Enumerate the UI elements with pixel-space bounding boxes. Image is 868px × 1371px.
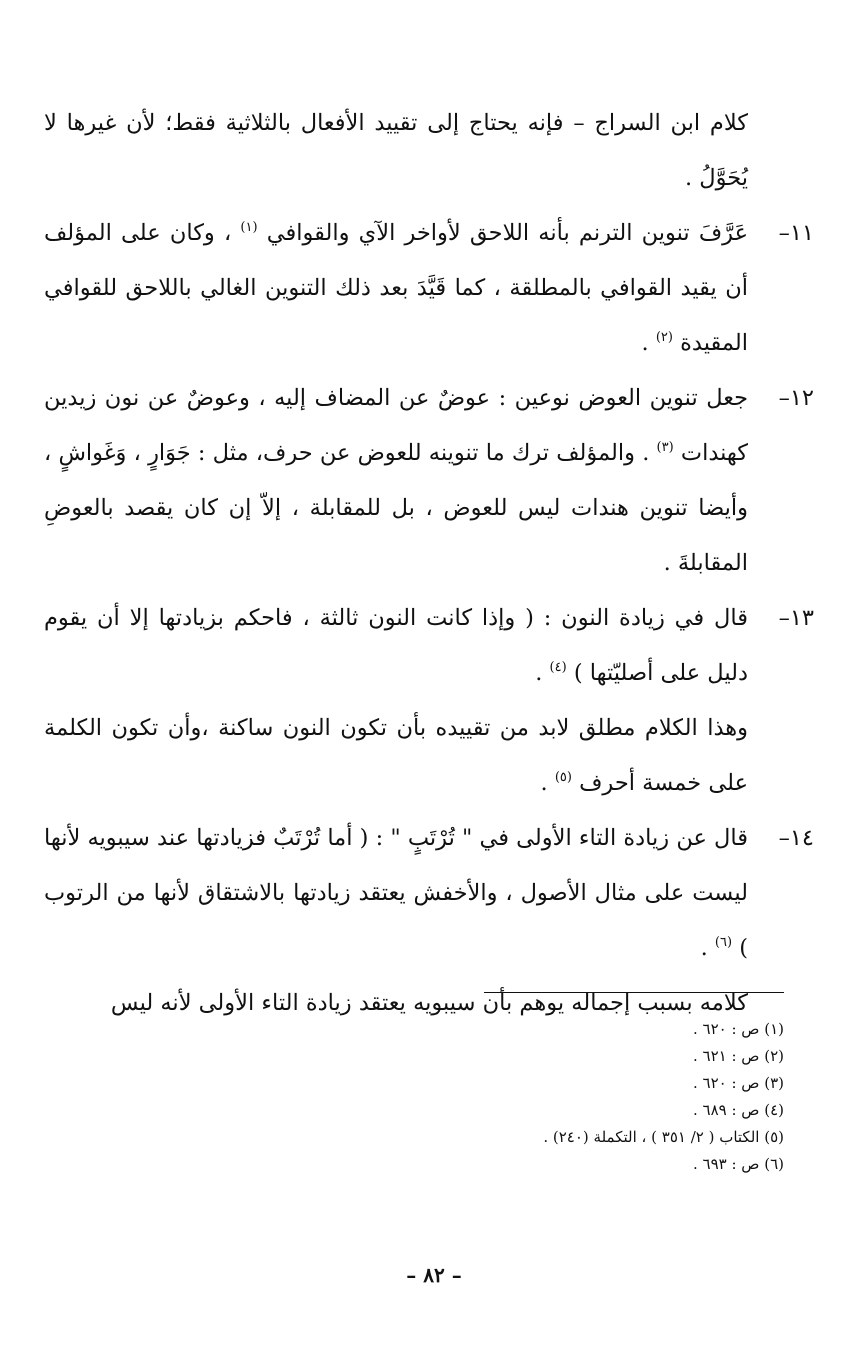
footnote: (٢) ص : ٦٢١ . [693,1047,784,1065]
item-number: ١٢– [778,385,814,411]
item-text: . [641,330,649,356]
item-text: . [540,770,548,796]
paragraph-continuation [44,96,814,206]
footnote: (١) ص : ٦٢٠ . [693,1020,784,1038]
numbered-item-13 [44,591,814,701]
item-text: قال عن زيادة التاء الأولى في " تُرْتَبٍ " : ( أما تُرْتَبٌ فزيادتها عند سيبويه لأنها ليست على مثال الأصول ، والأخفش يعتقد زيادتها بالاشتقاق لأنها من الرتوب ) [44,825,748,961]
footnote-ref: (٢) [655,330,673,345]
main-text [44,96,814,1031]
footnote-separator [484,992,784,993]
item-text: . [700,935,708,961]
footnote: (٦) ص : ٦٩٣ . [693,1155,784,1173]
item-13-comment [44,701,814,811]
page-number: – ٨٢ – [406,1263,462,1287]
footnote: (٣) ص : ٦٢٠ . [693,1074,784,1092]
item-number: ١٤– [778,825,814,851]
item-text: . [535,660,543,686]
footnote-ref: (٥) [554,770,572,785]
numbered-item-12 [44,371,814,591]
item-text: قال في زيادة النون : ( وإذا كانت النون ثالثة ، فاحكم بزيادتها إلا أن يقوم دليل على أصليّتها ) [44,605,748,686]
footnote-ref: (٦) [714,935,733,950]
paragraph-text: كلام ابن السراج – فإنه يحتاج إلى تقييد الأفعال بالثلاثية فقط؛ لأن غيرها لا يُحَوَّلُ . [44,110,748,191]
item-number: ١٣– [778,605,814,631]
item-text: . والمؤلف ترك ما تنوينه للعوض عن حرف، مثل : جَوَارٍ ، وَغَواشٍ ، وأيضا تنوين هندات ليس للعوض ، بل للمقابلة ، إلاّ إن كان يقصد بالعوضِ المقابلةَ . [44,440,748,576]
footnote-ref: (٣) [656,440,674,455]
numbered-item-14 [44,811,814,976]
numbered-item-11 [44,206,814,371]
footnote-ref: (١) [240,220,258,235]
item-text: جعل تنوين العوض نوعين : عوضٌ عن المضاف إليه ، وعوضٌ عن نون زيدين كهندات [44,385,749,466]
item-text: وهذا الكلام مطلق لابد من تقييده بأن تكون النون ساكنة ،وأن تكون الكلمة على خمسة أحرف [44,715,748,796]
item-text: كلامه بسبب إجماله يوهم بأن سيبويه يعتقد زيادة التاء الأولى لأنه ليس [110,990,748,1016]
footnote-ref: (٤) [549,660,567,675]
footnote: (٥) الكتاب ( ٢/ ٣٥١ ) ، التكملة (٢٤٠) . [543,1128,784,1146]
item-number: ١١– [778,220,814,246]
footnote: (٤) ص : ٦٨٩ . [693,1101,784,1119]
item-text: ، وكان على المؤلف أن يقيد القوافي بالمطلقة ، كما قَيَّدَ بعد ذلك التنوين الغالي باللاحق للقوافي المقيدة [44,220,748,356]
footnotes [364,1016,784,1178]
item-text: عَرَّفَ تنوين الترنم بأنه اللاحق لأواخر الآي والقوافي [266,220,749,246]
